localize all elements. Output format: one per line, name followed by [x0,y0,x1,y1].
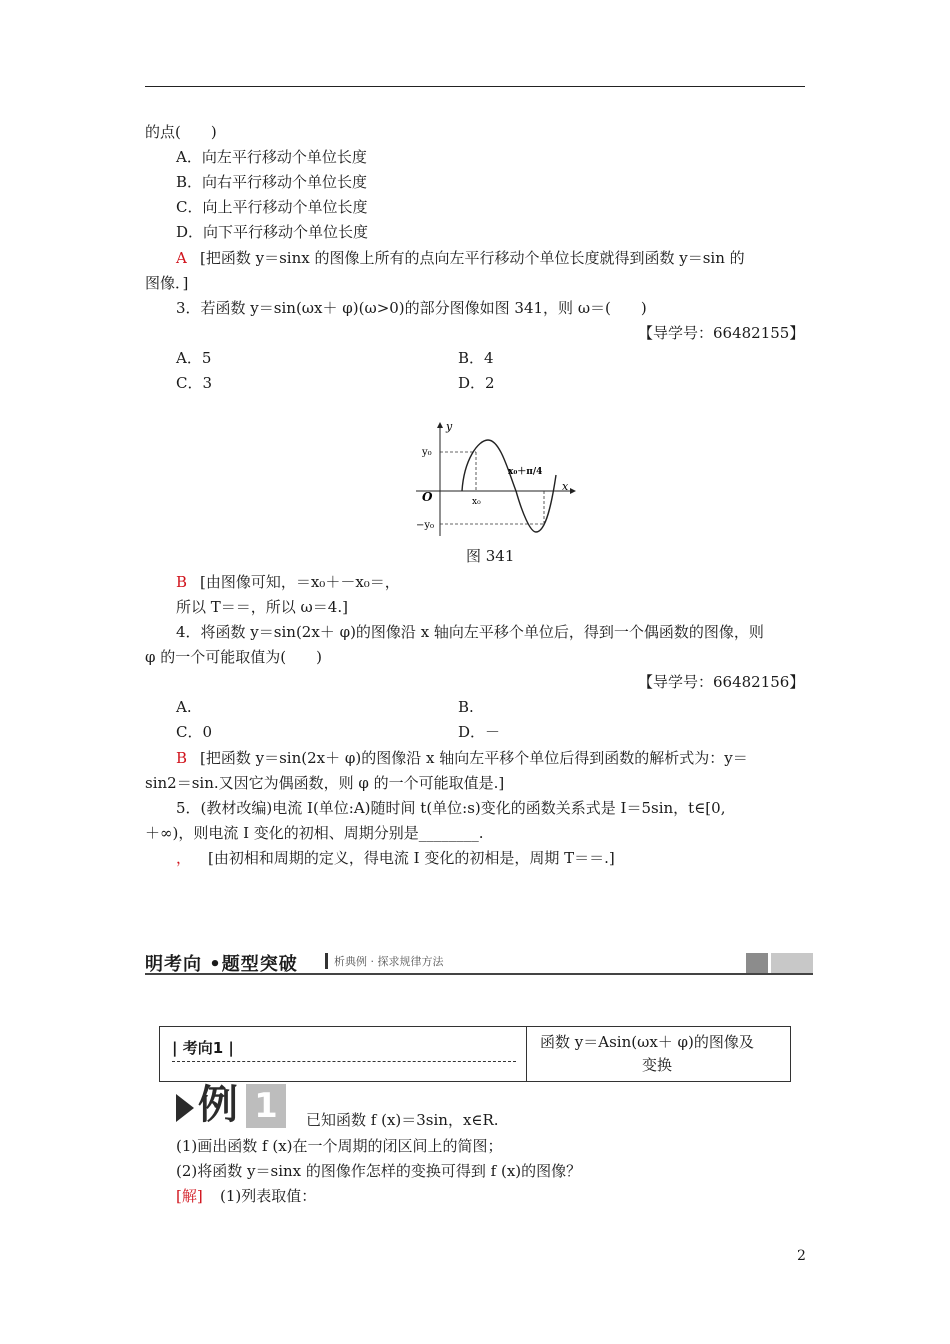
q3-answer-text-2: 所以 T＝＝，所以 ω＝4.] [176,598,348,616]
solution-tag: [解] [176,1187,203,1205]
section-title: 明考向 •题型突破 [145,954,298,975]
x0-label: x₀ [472,497,481,507]
q4-code: 【导学号：66482156】 [638,673,805,691]
example-part-2: (2)将函数 y＝sinx 的图像作怎样的变换可得到 f (x)的图像？ [176,1162,582,1180]
q2-option-c: C．向上平行移动个单位长度 [176,198,368,216]
q3-option-b: B．4 [458,349,494,367]
header-rule [145,86,805,87]
sine-graph-figure [412,420,577,540]
example-char: 例 [198,1082,238,1128]
q3-code: 【导学号：66482155】 [638,324,805,342]
example-part-1: (1)画出函数 f (x)在一个周期的闭区间上的简图； [176,1137,503,1155]
example-number: 1 [246,1084,286,1128]
q4-stem: 4．将函数 y＝sin(2x＋ φ)的图像沿 x 轴向左平移个单位后，得到一个偶函数的图像，则 [176,623,764,641]
q3-option-a: A．5 [176,349,212,367]
y-axis-label: y [446,420,453,433]
q4-option-c: C．0 [176,723,213,741]
q5-stem-2: ＋∞)，则电流 I 变化的初相、周期分别是________. [145,824,484,842]
triangle-marker-icon [176,1094,194,1122]
y0-label: y₀ [422,447,432,458]
banner-rule [145,973,813,975]
q3-option-c: C．3 [176,374,213,392]
example-badge [176,1084,286,1128]
x-axis-label: x [562,480,569,493]
y-axis-arrow-icon [437,422,443,428]
q4-option-a: A. [176,698,192,716]
q5-stem: 5．(教材改编)电流 I(单位:A)随时间 t(单位:s)变化的函数关系式是 I＝5sin，t∈[0, [176,799,726,817]
q4-answer-letter: B [176,749,188,767]
q4-option-b: B. [458,698,474,716]
q4-answer-text-2: sin2＝sin.又因它为偶函数，则 φ 的一个可能取值是.] [145,774,505,792]
q3-answer-text: [由图像可知，＝x₀＋－x₀＝， [200,573,400,591]
kaoxiang-topic-line-1: 函数 y＝Asin(ωx＋ φ)的图像及 [540,1033,754,1051]
q2-answer-letter: A [176,249,187,267]
q2-option-a: A．向左平行移动个单位长度 [176,148,367,166]
kaoxiang-dashed-line [172,1061,516,1062]
solution-text: (1)列表取值： [220,1187,317,1205]
page-number: 2 [797,1248,806,1264]
q2-option-d: D．向下平行移动个单位长度 [176,223,369,241]
figure-caption: 图 341 [466,547,515,565]
q3-answer-letter: B [176,573,188,591]
q2-option-b: B．向右平行移动个单位长度 [176,173,368,191]
neg-y0-label: −y₀ [416,520,435,531]
banner-light-block [771,953,813,973]
origin-label: O [422,490,433,504]
kaoxiang-table [159,1026,791,1082]
example-stem: 已知函数 f (x)＝3sin，x∈R. [306,1111,499,1129]
x-axis-arrow-icon [570,488,576,494]
q5-answer-text: [由初相和周期的定义，得电流 I 变化的初相是，周期 T＝＝.] [208,849,615,867]
kaoxiang-label: | 考向1 | [172,1039,234,1057]
q4-option-d: D．－ [458,723,501,741]
q3-stem: 3．若函数 y＝sin(ωx＋ φ)(ω>0)的部分图像如图 341，则 ω＝( ) [176,299,647,317]
kaoxiang-topic-line-2: 变换 [642,1056,673,1074]
q5-answer-mark: ， [176,849,192,867]
q3-option-d: D．2 [458,374,495,392]
q2-tail: 的点( ) [145,123,217,141]
banner-dark-block [746,953,768,973]
x0-plus-pi4-label: x₀＋π/4 [508,467,543,477]
kaoxiang-divider [526,1027,527,1081]
q2-answer-text: [把函数 y＝sinx 的图像上所有的点向左平行移动个单位长度就得到函数 y＝sin 的 [200,249,745,267]
section-subtitle: 析典例 · 探求规律方法 [325,953,444,969]
q2-answer-text-2: 图像．] [145,274,189,292]
q4-answer-text: [把函数 y＝sin(2x＋ φ)的图像沿 x 轴向左平移个单位后得到函数的解析式为：y＝ [200,749,748,767]
q4-stem-2: φ 的一个可能取值为( ) [145,648,322,666]
